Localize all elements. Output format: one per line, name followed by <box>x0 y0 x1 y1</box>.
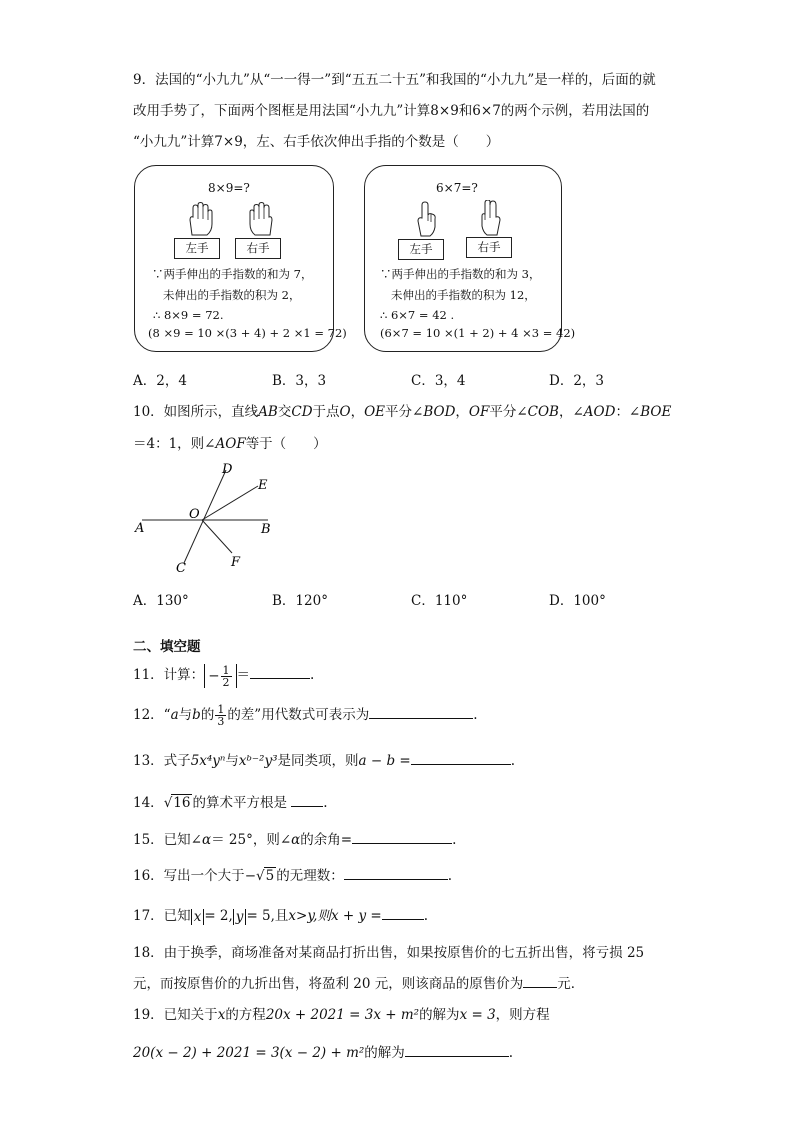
panel-text-4: (6×7 = 10 ×(1 + 2) + 4 ×3 = 42) <box>380 326 576 340</box>
panel-title: 6×7=? <box>436 181 478 195</box>
answer-blank[interactable] <box>405 1042 509 1057</box>
answer-blank[interactable] <box>291 792 323 807</box>
q19-line2: 20(x − 2) + 2021 = 3(x − 2) + m²的解为 . <box>133 1041 513 1061</box>
label-a: A <box>135 521 145 536</box>
q9-panel-6x7 <box>364 165 576 352</box>
ray-oe <box>202 486 258 520</box>
q9-option-a[interactable]: A．2，4 <box>133 373 187 389</box>
panel-text-4: (8 ×9 = 10 ×(3 + 4) + 2 ×1 = 72) <box>148 326 347 340</box>
q10-line2: ＝4：1，则∠AOF等于（ ） <box>133 436 327 452</box>
panel-text-3: ∴ 6×7 = 42 . <box>380 308 455 322</box>
q9-option-d[interactable]: D．2，3 <box>549 373 605 389</box>
q9-line2: 改用手势了，下面两个图框是用法国“小九九”计算8×9和6×7的两个示例，若用法国的 <box>133 103 650 119</box>
section-title: 二、填空题 <box>133 639 201 655</box>
q15: 15．已知∠α＝ 25°，则∠α的余角= . <box>133 828 456 848</box>
answer-blank[interactable] <box>250 664 310 679</box>
q9-line1: 9．法国的“小九九”从“一一得一”到“五五二十五”和我国的“小九九”是一样的，后面的就 <box>133 72 656 88</box>
q16: 16．写出一个大于−√5 的无理数： . <box>133 864 452 884</box>
answer-blank[interactable] <box>369 704 473 719</box>
q9-option-b[interactable]: B．3，3 <box>272 373 327 389</box>
right-hand-label: 右手 <box>235 238 281 259</box>
q9-option-c[interactable]: C．3，4 <box>411 373 466 389</box>
panel-text-2: 未伸出的手指数的积为 12， <box>391 288 536 302</box>
answer-blank[interactable] <box>411 750 511 765</box>
q18-line1: 18．由于换季，商场准备对某商品打折出售，如果按原售价的七五折出售，将亏损 25 <box>133 945 645 961</box>
q10-line1: 10．如图所示，直线AB交CD于点O，OE平分∠BOD，OF平分∠COB，∠AOD：∠BOE <box>133 404 672 420</box>
left-hand-icon <box>185 202 215 236</box>
panel-title: 8×9=? <box>208 181 250 195</box>
left-hand-label: 左手 <box>174 238 220 259</box>
q10-geometry-figure <box>130 458 280 578</box>
left-hand-icon <box>413 201 441 237</box>
q10-option-b[interactable]: B．120° <box>272 593 328 609</box>
q14: 14．√16 的算术平方根是 . <box>133 791 328 811</box>
q17: 17．已知 x = 2, y = 5,且x>y,则x + y = . <box>133 904 428 925</box>
ray-of <box>202 520 232 553</box>
panel-text-3: ∴ 8×9 = 72. <box>153 308 224 322</box>
q11: 11．计算： − $\frac{1}{2}$ ＝ . <box>133 663 315 689</box>
label-e: E <box>258 478 268 493</box>
right-hand-icon <box>477 200 505 236</box>
answer-blank[interactable] <box>352 829 452 844</box>
q19-line1: 19．已知关于x的方程20x + 2021 = 3x + m²的解为x = 3，则方程 <box>133 1007 550 1023</box>
label-o: O <box>189 507 200 522</box>
q10-option-a[interactable]: A．130° <box>133 593 189 609</box>
q9-line3: “小九九”计算7×9，左、右手依次伸出手指的个数是（ ） <box>133 134 500 150</box>
q10-option-d[interactable]: D．100° <box>549 593 606 609</box>
left-hand-label: 左手 <box>398 239 444 260</box>
q12: 12．“a与b的 $\frac{1}{3}$ 的差”用代数式可表示为 . <box>133 703 478 728</box>
answer-blank[interactable] <box>382 905 424 920</box>
q18-line2: 元，而按原售价的九折出售，将盈利 20 元，则该商品的原售价为 元． <box>133 972 584 992</box>
label-d: D <box>222 462 233 477</box>
answer-blank[interactable] <box>344 865 448 880</box>
right-hand-label: 右手 <box>466 237 512 258</box>
panel-text-2: 未伸出的手指数的积为 2， <box>163 288 301 302</box>
label-b: B <box>261 522 271 537</box>
panel-text-1: ∵两手伸出的手指数的和为 3， <box>380 267 541 281</box>
right-hand-icon <box>247 202 277 236</box>
q10-option-c[interactable]: C．110° <box>411 593 468 609</box>
answer-blank[interactable] <box>523 973 557 988</box>
panel-text-1: ∵两手伸出的手指数的和为 7， <box>152 267 313 281</box>
label-f: F <box>231 555 241 570</box>
q9-panel-8x9 <box>134 165 347 352</box>
label-c: C <box>176 561 186 576</box>
q13: 13．式子5x⁴yⁿ与xᵇ⁻²y³是同类项，则a − b = . <box>133 749 515 769</box>
